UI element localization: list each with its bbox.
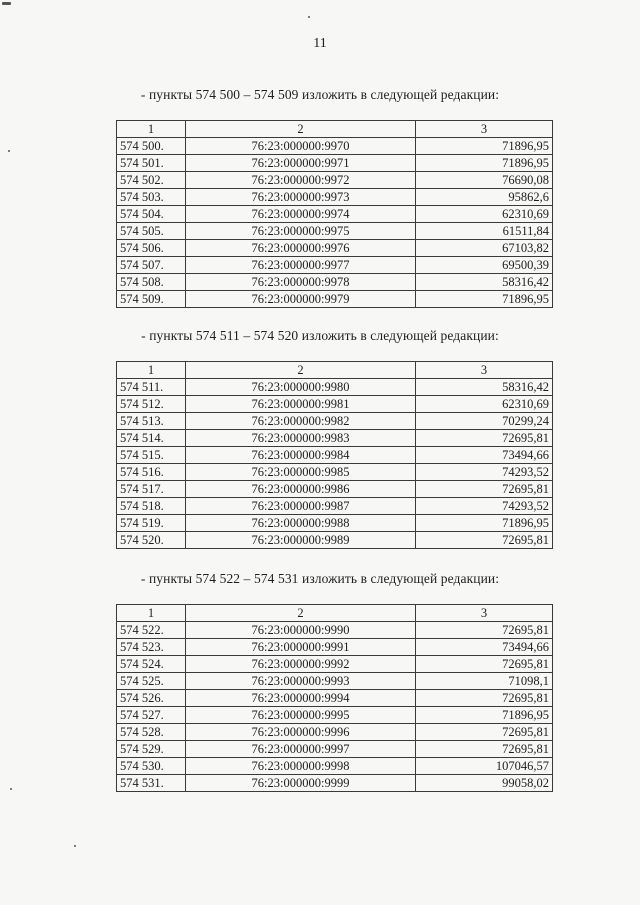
cadastral-number-cell: 76:23:000000:9987 [186, 498, 416, 515]
value-cell: 62310,69 [416, 206, 553, 223]
item-number-cell: 574 514. [117, 430, 186, 447]
cadastral-number-cell: 76:23:000000:9978 [186, 274, 416, 291]
table-row [117, 206, 553, 223]
column-header: 3 [416, 121, 553, 138]
column-header: 2 [186, 121, 416, 138]
item-number-cell: 574 531. [117, 775, 186, 792]
cadastral-number-cell: 76:23:000000:9999 [186, 775, 416, 792]
table-row [117, 396, 553, 413]
value-cell: 95862,6 [416, 189, 553, 206]
item-number-cell: 574 529. [117, 741, 186, 758]
table-row [117, 673, 553, 690]
value-cell: 72695,81 [416, 430, 553, 447]
table-row [117, 291, 553, 308]
table-row [117, 155, 553, 172]
item-number-cell: 574 519. [117, 515, 186, 532]
item-number-cell: 574 505. [117, 223, 186, 240]
cadastral-number-cell: 76:23:000000:9971 [186, 155, 416, 172]
table-row [117, 172, 553, 189]
table-row [117, 656, 553, 673]
table-row [117, 724, 553, 741]
item-number-cell: 574 523. [117, 639, 186, 656]
value-cell: 72695,81 [416, 656, 553, 673]
cadastral-number-cell: 76:23:000000:9983 [186, 430, 416, 447]
item-number-cell: 574 507. [117, 257, 186, 274]
item-number-cell: 574 504. [117, 206, 186, 223]
page-number: 11 [313, 36, 327, 51]
item-number-cell: 574 530. [117, 758, 186, 775]
data-table [116, 604, 553, 792]
item-number-cell: 574 500. [117, 138, 186, 155]
cadastral-number-cell: 76:23:000000:9996 [186, 724, 416, 741]
table-row [117, 481, 553, 498]
value-cell: 74293,52 [416, 464, 553, 481]
item-number-cell: 574 517. [117, 481, 186, 498]
item-number-cell: 574 501. [117, 155, 186, 172]
value-cell: 76690,08 [416, 172, 553, 189]
table-row [117, 532, 553, 549]
table-row [117, 257, 553, 274]
cadastral-number-cell: 76:23:000000:9984 [186, 447, 416, 464]
cadastral-number-cell: 76:23:000000:9975 [186, 223, 416, 240]
table-row [117, 758, 553, 775]
section-heading: - пункты 574 522 – 574 531 изложить в следующей редакции: [140, 571, 500, 586]
value-cell: 72695,81 [416, 690, 553, 707]
cadastral-number-cell: 76:23:000000:9976 [186, 240, 416, 257]
value-cell: 71896,95 [416, 515, 553, 532]
table-row [117, 138, 553, 155]
item-number-cell: 574 524. [117, 656, 186, 673]
item-number-cell: 574 508. [117, 274, 186, 291]
table-row [117, 464, 553, 481]
value-cell: 72695,81 [416, 724, 553, 741]
cadastral-number-cell: 76:23:000000:9998 [186, 758, 416, 775]
section-heading: - пункты 574 511 – 574 520 изложить в следующей редакции: [141, 328, 499, 343]
table-row [117, 622, 553, 639]
value-cell: 61511,84 [416, 223, 553, 240]
table-row [117, 430, 553, 447]
table-header-row [117, 362, 553, 379]
value-cell: 72695,81 [416, 532, 553, 549]
cadastral-number-cell: 76:23:000000:9991 [186, 639, 416, 656]
value-cell: 71098,1 [416, 673, 553, 690]
table-row [117, 515, 553, 532]
value-cell: 69500,39 [416, 257, 553, 274]
cadastral-number-cell: 76:23:000000:9985 [186, 464, 416, 481]
item-number-cell: 574 516. [117, 464, 186, 481]
value-cell: 73494,66 [416, 447, 553, 464]
item-number-cell: 574 525. [117, 673, 186, 690]
cadastral-number-cell: 76:23:000000:9995 [186, 707, 416, 724]
value-cell: 71896,95 [416, 707, 553, 724]
scan-speck [8, 150, 10, 152]
column-header: 3 [416, 362, 553, 379]
value-cell: 58316,42 [416, 379, 553, 396]
cadastral-number-cell: 76:23:000000:9970 [186, 138, 416, 155]
value-cell: 72695,81 [416, 481, 553, 498]
item-number-cell: 574 506. [117, 240, 186, 257]
table-row [117, 447, 553, 464]
table-row [117, 639, 553, 656]
cadastral-number-cell: 76:23:000000:9973 [186, 189, 416, 206]
table-row [117, 379, 553, 396]
table-row [117, 775, 553, 792]
table-row [117, 413, 553, 430]
value-cell: 73494,66 [416, 639, 553, 656]
value-cell: 72695,81 [416, 622, 553, 639]
cadastral-number-cell: 76:23:000000:9993 [186, 673, 416, 690]
item-number-cell: 574 526. [117, 690, 186, 707]
column-header: 2 [186, 362, 416, 379]
table-header-row [117, 605, 553, 622]
item-number-cell: 574 511. [117, 379, 186, 396]
value-cell: 74293,52 [416, 498, 553, 515]
value-cell: 71896,95 [416, 291, 553, 308]
column-header: 1 [117, 362, 186, 379]
item-number-cell: 574 520. [117, 532, 186, 549]
cadastral-number-cell: 76:23:000000:9992 [186, 656, 416, 673]
value-cell: 99058,02 [416, 775, 553, 792]
value-cell: 58316,42 [416, 274, 553, 291]
value-cell: 67103,82 [416, 240, 553, 257]
value-cell: 71896,95 [416, 138, 553, 155]
cadastral-number-cell: 76:23:000000:9979 [186, 291, 416, 308]
column-header: 3 [416, 605, 553, 622]
value-cell: 107046,57 [416, 758, 553, 775]
cadastral-number-cell: 76:23:000000:9994 [186, 690, 416, 707]
value-cell: 70299,24 [416, 413, 553, 430]
scan-speck [308, 16, 310, 18]
cadastral-number-cell: 76:23:000000:9977 [186, 257, 416, 274]
value-cell: 72695,81 [416, 741, 553, 758]
cadastral-number-cell: 76:23:000000:9972 [186, 172, 416, 189]
item-number-cell: 574 502. [117, 172, 186, 189]
item-number-cell: 574 528. [117, 724, 186, 741]
scan-speck [10, 788, 12, 790]
cadastral-number-cell: 76:23:000000:9982 [186, 413, 416, 430]
cadastral-number-cell: 76:23:000000:9981 [186, 396, 416, 413]
item-number-cell: 574 515. [117, 447, 186, 464]
data-table [116, 120, 553, 308]
value-cell: 71896,95 [416, 155, 553, 172]
cadastral-number-cell: 76:23:000000:9988 [186, 515, 416, 532]
cadastral-number-cell: 76:23:000000:9990 [186, 622, 416, 639]
cadastral-number-cell: 76:23:000000:9989 [186, 532, 416, 549]
table-header-row [117, 121, 553, 138]
column-header: 1 [117, 121, 186, 138]
column-header: 1 [117, 605, 186, 622]
table-row [117, 707, 553, 724]
section-heading: - пункты 574 500 – 574 509 изложить в следующей редакции: [140, 87, 500, 102]
scan-speck [74, 845, 76, 847]
cadastral-number-cell: 76:23:000000:9986 [186, 481, 416, 498]
item-number-cell: 574 527. [117, 707, 186, 724]
cadastral-number-cell: 76:23:000000:9974 [186, 206, 416, 223]
data-table [116, 361, 553, 549]
column-header: 2 [186, 605, 416, 622]
item-number-cell: 574 513. [117, 413, 186, 430]
cadastral-number-cell: 76:23:000000:9997 [186, 741, 416, 758]
table-row [117, 240, 553, 257]
scan-mark [2, 2, 11, 5]
cadastral-number-cell: 76:23:000000:9980 [186, 379, 416, 396]
item-number-cell: 574 512. [117, 396, 186, 413]
item-number-cell: 574 503. [117, 189, 186, 206]
item-number-cell: 574 522. [117, 622, 186, 639]
table-row [117, 189, 553, 206]
table-row [117, 274, 553, 291]
value-cell: 62310,69 [416, 396, 553, 413]
table-row [117, 498, 553, 515]
table-row [117, 223, 553, 240]
table-row [117, 690, 553, 707]
item-number-cell: 574 518. [117, 498, 186, 515]
table-row [117, 741, 553, 758]
item-number-cell: 574 509. [117, 291, 186, 308]
